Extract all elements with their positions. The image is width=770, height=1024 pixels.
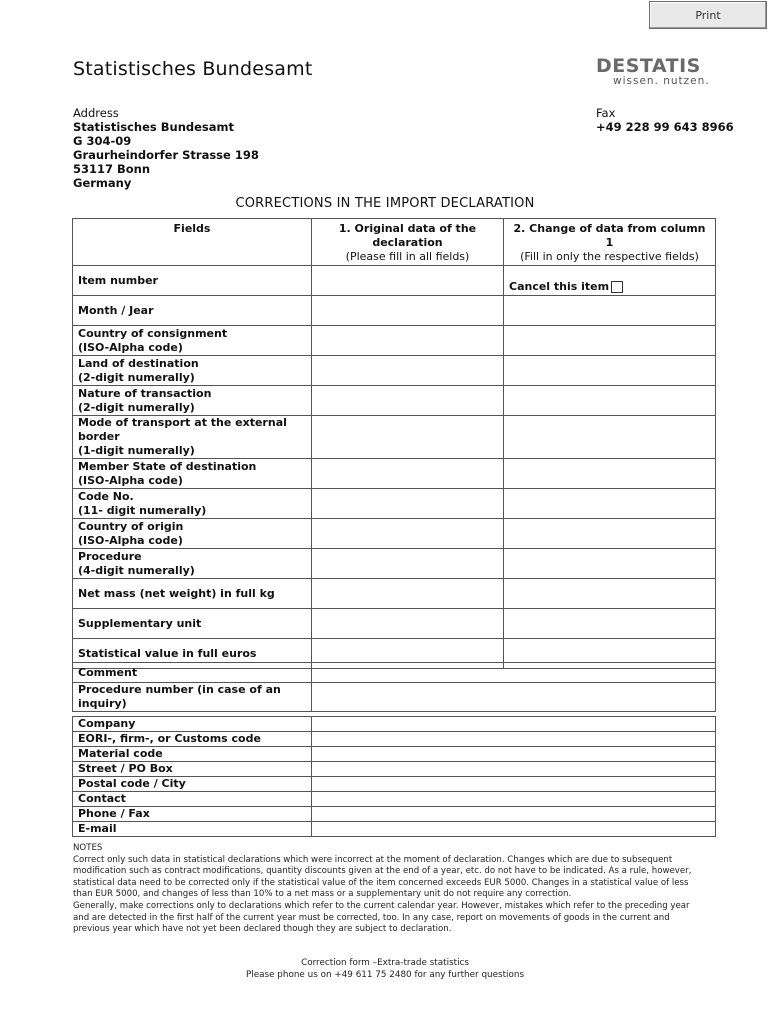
original-value-cell[interactable] bbox=[312, 386, 504, 416]
original-value-cell[interactable] bbox=[312, 549, 504, 579]
change-value-cell[interactable] bbox=[504, 266, 716, 296]
field-label: Statistical value in full euros bbox=[73, 639, 312, 669]
company-field-input[interactable] bbox=[312, 822, 716, 837]
field-label: Country of consignment (ISO-Alpha code) bbox=[73, 326, 312, 356]
change-data-header: 2. Change of data from column 1 (Fill in only the respective fields) bbox=[504, 219, 716, 266]
original-value-cell[interactable] bbox=[312, 489, 504, 519]
company-field-label: EORI-, firm-, or Customs code bbox=[73, 732, 312, 747]
original-value-cell[interactable] bbox=[312, 356, 504, 386]
change-value-cell[interactable] bbox=[504, 296, 716, 326]
form-title: CORRECTIONS IN THE IMPORT DECLARATION bbox=[235, 196, 535, 211]
notes-section bbox=[73, 843, 698, 936]
address-line: Statistisches Bundesamt bbox=[73, 120, 235, 134]
notes-paragraph: Correct only such data in statistical declarations which were incorrect at the moment of declaration. Changes which are due to subsequent modification such as contract modifications, quantity discounts given at the end of a year, etc. do not have to be indicated. As a rule, however, statistical data need to be corrected only if the statistical value of the item concerned exceeds EUR 5000. Changes in a statistical value of less than EUR 5000, and changes of less than 10% to a net mass or a supplementary unit do not require any correction. bbox=[73, 854, 692, 900]
original-value-cell[interactable] bbox=[312, 326, 504, 356]
change-value-cell[interactable] bbox=[504, 416, 716, 459]
logo-tagline: wissen. nutzen. bbox=[613, 75, 710, 87]
field-label: Supplementary unit bbox=[73, 609, 312, 639]
cancel-item-checkbox[interactable] bbox=[611, 281, 623, 293]
procedure-number-input[interactable] bbox=[312, 683, 716, 712]
company-field-input[interactable] bbox=[312, 747, 716, 762]
comment-label: Comment bbox=[73, 663, 312, 683]
company-field-label: Postal code / City bbox=[73, 777, 312, 792]
change-value-cell[interactable] bbox=[504, 356, 716, 386]
field-label: Country of origin (ISO-Alpha code) bbox=[73, 519, 312, 549]
original-value-cell[interactable] bbox=[312, 459, 504, 489]
change-value-cell[interactable] bbox=[504, 386, 716, 416]
field-label: Member State of destination (ISO-Alpha code) bbox=[73, 459, 312, 489]
address-line: Germany bbox=[73, 176, 132, 190]
original-data-header: 1. Original data of the declaration (Please fill in all fields) bbox=[312, 219, 504, 266]
change-value-cell[interactable] bbox=[504, 519, 716, 549]
field-label: Month / Jear bbox=[73, 296, 312, 326]
footer bbox=[0, 957, 770, 981]
comment-table bbox=[72, 662, 716, 712]
company-field-label: Contact bbox=[73, 792, 312, 807]
address-line: 53117 Bonn bbox=[73, 162, 151, 176]
company-field-label: Company bbox=[73, 717, 312, 732]
original-value-cell[interactable] bbox=[312, 296, 504, 326]
field-label: Mode of transport at the external border (1-digit numerally) bbox=[73, 416, 312, 459]
change-value-cell[interactable] bbox=[504, 459, 716, 489]
fax-label: Fax bbox=[596, 106, 616, 120]
company-field-label: Street / PO Box bbox=[73, 762, 312, 777]
change-value-cell[interactable] bbox=[504, 549, 716, 579]
company-field-input[interactable] bbox=[312, 807, 716, 822]
comment-input[interactable] bbox=[312, 663, 716, 683]
original-value-cell[interactable] bbox=[312, 519, 504, 549]
company-field-input[interactable] bbox=[312, 777, 716, 792]
company-field-input[interactable] bbox=[312, 762, 716, 777]
field-label: Nature of transaction (2-digit numerally) bbox=[73, 386, 312, 416]
logo-text: DESTATIS bbox=[596, 55, 701, 77]
address-block bbox=[73, 106, 259, 190]
company-table bbox=[72, 716, 716, 837]
fax-block bbox=[596, 106, 734, 134]
original-value-cell[interactable] bbox=[312, 416, 504, 459]
change-value-cell[interactable] bbox=[504, 489, 716, 519]
original-value-cell[interactable] bbox=[312, 579, 504, 609]
notes-heading: NOTES bbox=[73, 843, 103, 853]
company-field-label: Phone / Fax bbox=[73, 807, 312, 822]
company-field-input[interactable] bbox=[312, 732, 716, 747]
field-label: Net mass (net weight) in full kg bbox=[73, 579, 312, 609]
field-label: Code No. (11- digit numerally) bbox=[73, 489, 312, 519]
change-value-cell[interactable] bbox=[504, 609, 716, 639]
change-value-cell[interactable] bbox=[504, 326, 716, 356]
company-field-label: E-mail bbox=[73, 822, 312, 837]
address-line: Graurheindorfer Strasse 198 bbox=[73, 148, 259, 162]
print-button[interactable]: Print bbox=[649, 1, 767, 29]
company-field-label: Material code bbox=[73, 747, 312, 762]
corrections-table bbox=[72, 218, 716, 669]
organization-title: Statistisches Bundesamt bbox=[73, 58, 313, 80]
fields-header: Fields bbox=[73, 219, 312, 266]
notes-paragraph: Generally, make corrections only to declarations which refer to the current calendar year. However, mistakes which refer to the preceding year and are detected in the first half of the current year must be corrected, too. In any case, report on movements of goods in the current and previous year which have not yet been declared though they are subject to declaration. bbox=[73, 900, 690, 935]
original-value-cell[interactable] bbox=[312, 609, 504, 639]
procedure-number-label: Procedure number (in case of an inquiry) bbox=[73, 683, 312, 712]
original-value-cell[interactable] bbox=[312, 266, 504, 296]
address-line: G 304-09 bbox=[73, 134, 132, 148]
field-label: Procedure (4-digit numerally) bbox=[73, 549, 312, 579]
cancel-item-label: Cancel this item bbox=[509, 280, 610, 293]
fax-number: +49 228 99 643 8966 bbox=[596, 120, 734, 134]
field-label: Item number bbox=[73, 266, 312, 296]
destatis-logo bbox=[596, 55, 716, 87]
field-label: Land of destination (2-digit numerally) bbox=[73, 356, 312, 386]
change-value-cell[interactable] bbox=[504, 579, 716, 609]
address-label: Address bbox=[73, 106, 119, 120]
footer-line: Please phone us on +49 611 75 2480 for any further questions bbox=[245, 970, 525, 980]
company-field-input[interactable] bbox=[312, 792, 716, 807]
footer-line: Correction form –Extra-trade statistics bbox=[301, 958, 469, 968]
company-field-input[interactable] bbox=[312, 717, 716, 732]
